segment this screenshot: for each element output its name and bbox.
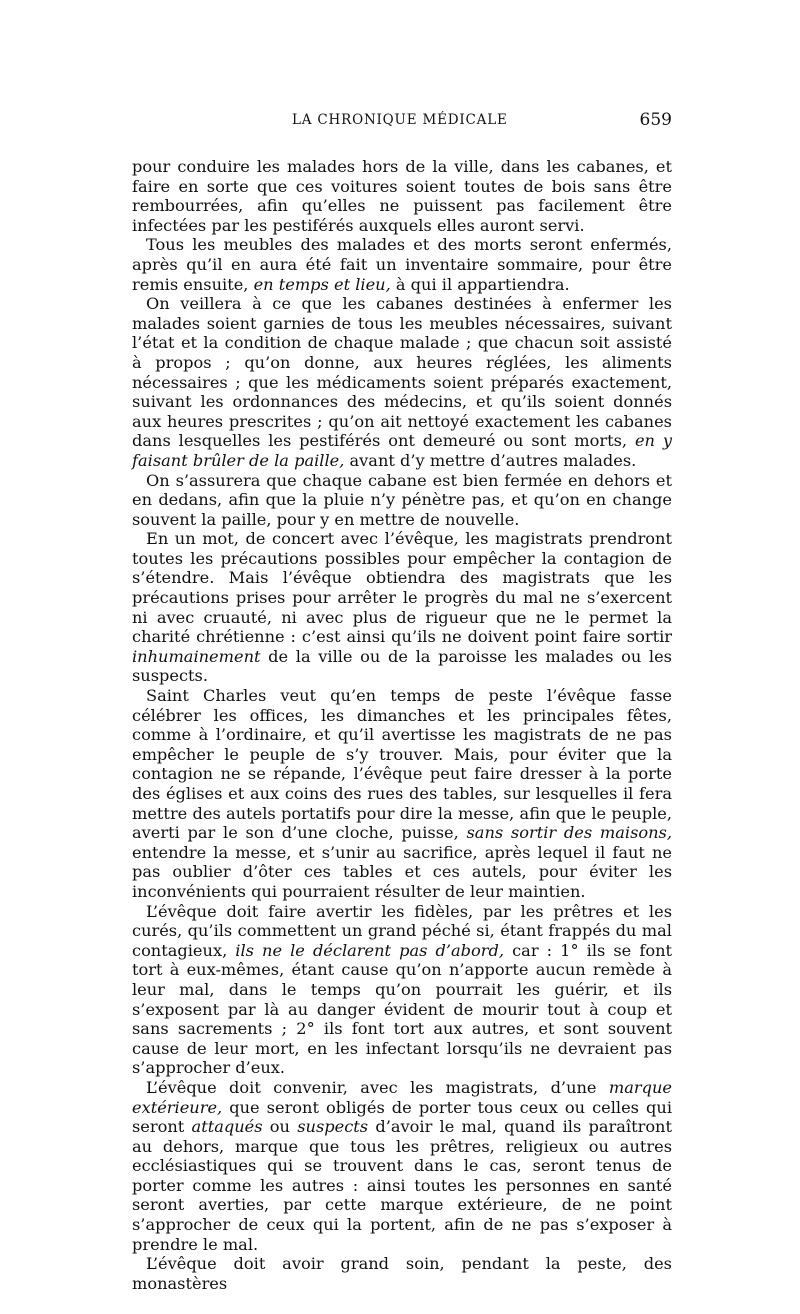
running-title: LA CHRONIQUE MÉDICALE — [292, 112, 508, 128]
body-text — [132, 157, 672, 1293]
paragraph — [132, 235, 672, 294]
paragraph — [132, 902, 672, 1078]
text-run: En un mot, de concert avec l’évêque, les magistrats prendront toutes les précautions possibles pour empêcher la contagion de s’étendre. Mais l’évêque obtiendra des magistrats que les précautions prises pour arrêter le progrès du mal ne s’exercent ni avec cruauté, ni avec plus de rigueur que ne le permet la charité chrétienne : c’est ainsi qu’ils ne doivent point faire sortir — [132, 529, 672, 647]
italic-text: ils ne le déclarent pas d’abord, — [235, 940, 505, 960]
text-run: pour conduire les malades hors de la ville, dans les cabanes, et faire en sorte que ces voitures soient toutes de bois sans être rembourrées, afin qu’elles ne puissent pas facilement être infectées par les pestiférés auxquels elles auront servi. — [132, 157, 672, 235]
italic-text: sans sortir des maisons, — [466, 823, 672, 843]
text-run: à qui il appartiendra. — [390, 274, 570, 294]
text-run: car : 1° ils se font tort à eux-mêmes, étant cause qu’on n’apporte aucun remède à leur mal, dans le temps qu’on pourrait les guérir, et ils s’exposent par là au danger évident de mourir tout à coup et sans sacrements ; 2° ils font tort aux autres, et sont souvent cause de leur mort, en les infectant lorsqu’ils ne devraient pas s’approcher d’eux. — [132, 940, 673, 1078]
italic-text: marque extérieure, — [132, 1077, 672, 1117]
text-run: On s’assurera que chaque cabane est bien fermée en dehors et en dedans, afin que la pluie n’y pénètre pas, et qu’on en change souvent la paille, pour y en mettre de nouvelle. — [132, 470, 672, 529]
paragraph — [132, 686, 672, 902]
paragraph — [132, 529, 672, 686]
italic-text: en temps et lieu, — [253, 274, 391, 294]
text-run: d’avoir le mal, quand ils paraîtront au dehors, marque que tous les prêtres, religieux ou autres ecclésiastiques qui se trouvent dans le cas, seront tenus de porter comme les autres : ainsi toutes les personnes en santé seront averties, par cette marque extérieure, de ne point s’approcher de ceux qui la portent, afin de ne pas s’exposer à prendre le mal. — [132, 1117, 672, 1254]
text-run: L’évêque doit avoir grand soin, pendant la peste, des monastères — [132, 1254, 672, 1293]
page-header — [132, 112, 672, 136]
italic-text: suspects — [297, 1117, 369, 1137]
text-run: Tous les meubles des malades et des morts seront enfermés, après qu’il en aura été fait un inventaire sommaire, pour être remis ensuite, — [132, 235, 672, 294]
italic-text: en y faisant brûler de la paille, — [132, 431, 673, 470]
text-run: L’évêque doit convenir, avec les magistrats, d’une — [146, 1077, 609, 1097]
text-run: On veillera à ce que les cabanes destinées à enfermer les malades soient garnies de tous les meubles nécessaires, suivant l’état et la condition de chaque malade ; que chacun soit assisté à propos ; qu’on donne, aux heures réglées, les aliments nécessaires ; que les médicaments soient préparés exactement, suivant les ordonnances des médecins, et qu’ils soient donnés aux heures prescrites ; qu’on ait nettoyé exactement les cabanes dans lesquelles les pestiférés ont demeuré ou sont morts, — [132, 294, 672, 451]
text-run: entendre la messe, et s’unir au sacrifice, après lequel il faut ne pas oublier d’ôter ces tables et ces autels, pour éviter les inconvénients qui pourraient résulter de leur maintien. — [132, 842, 672, 901]
paragraph — [132, 294, 672, 470]
text-run: L’évêque doit faire avertir les fidèles, par les prêtres et les curés, qu’ils commettent un grand péché si, étant frappés du mal contagieux, — [132, 901, 672, 960]
paragraph — [132, 1078, 672, 1254]
paragraph — [132, 471, 672, 530]
italic-text: attaqués — [191, 1117, 263, 1137]
text-run: avant d’y mettre d’autres malades. — [344, 450, 637, 470]
text-run: de la ville ou de la paroisse les malades ou les suspects. — [132, 646, 672, 686]
paragraph — [132, 157, 672, 235]
text-run: que seront obligés de porter tous ceux ou celles qui seront — [132, 1097, 672, 1137]
text-run: Saint Charles veut qu’en temps de peste l’évêque fasse célébrer les offices, les dimanches et les principales fêtes, comme à l’ordinaire, et qu’il avertisse les magistrats de ne pas empêcher le peuple de s’y trouver. Mais, pour éviter que la contagion ne se répande, l’évêque peut faire dresser à la porte des églises et aux coins des rues des tables, sur lesquelles il fera mettre des autels portatifs pour dire la messe, afin que le peuple, averti par le son d’une cloche, puisse, — [132, 686, 672, 843]
page-number: 659 — [639, 110, 672, 130]
italic-text: inhumainement — [132, 646, 261, 666]
text-run: ou — [262, 1117, 298, 1137]
paragraph — [132, 1254, 672, 1293]
